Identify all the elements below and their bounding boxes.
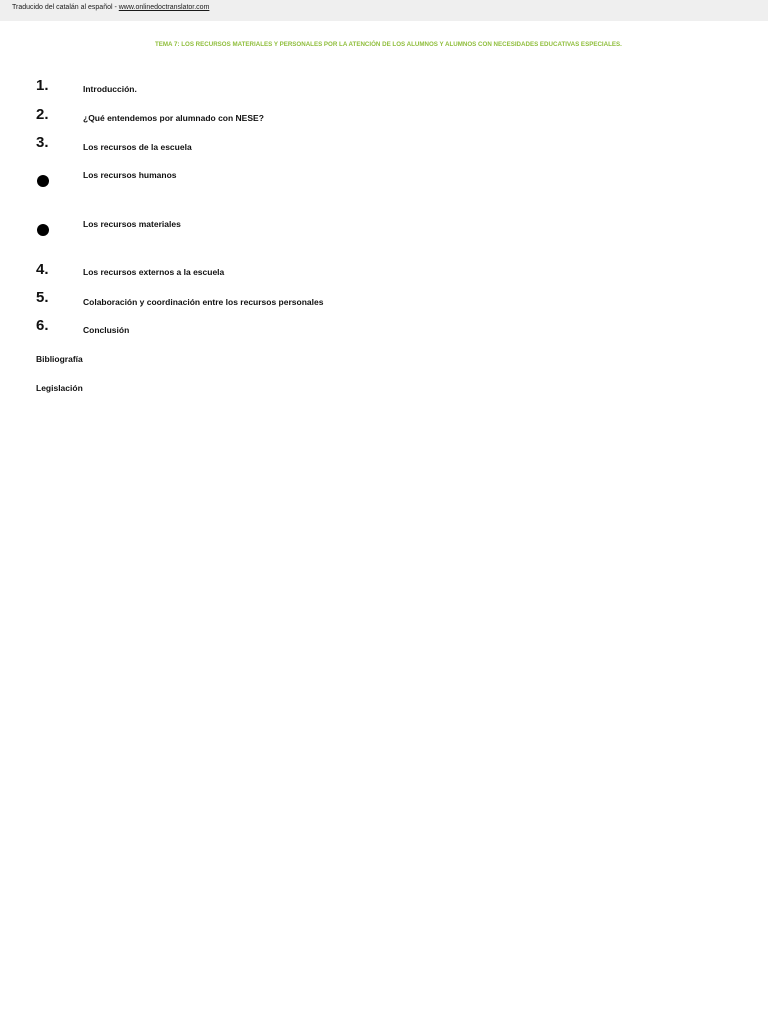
toc-label: Los recursos externos a la escuela (83, 267, 225, 277)
toc-label: Los recursos de la escuela (83, 142, 192, 152)
toc-label: Los recursos materiales (83, 219, 181, 229)
toc-label: ¿Qué entendemos por alumnado con NESE? (83, 113, 264, 123)
toc-label: Conclusión (83, 325, 130, 335)
toc-item (0, 290, 768, 310)
toc-extra-legislation: Legislación (36, 383, 83, 393)
bullet-icon (37, 224, 49, 236)
toc-item (0, 318, 768, 338)
translation-banner (0, 0, 768, 21)
toc-item (0, 78, 768, 98)
toc-number: 3. (36, 134, 49, 151)
toc-item (0, 262, 768, 282)
toc-number: 1. (36, 77, 49, 94)
toc-item (0, 135, 768, 155)
toc-label: Los recursos humanos (83, 170, 177, 180)
toc-label: Introducción. (83, 84, 137, 94)
bullet-icon (37, 175, 49, 187)
toc-extra-bibliography: Bibliografía (36, 354, 83, 364)
toc-item (0, 107, 768, 127)
toc-subitem (0, 169, 768, 189)
toc-number: 2. (36, 106, 49, 123)
banner-text: Traducido del catalán al español - (12, 4, 119, 11)
translator-link[interactable]: www.onlinedoctranslator.com (118, 4, 210, 11)
toc-number: 6. (36, 317, 49, 334)
toc-number: 5. (36, 289, 49, 306)
toc-number: 4. (36, 261, 49, 278)
document-title: TEMA 7: LOS RECURSOS MATERIALES Y PERSONALES POR LA ATENCIÓN DE LOS ALUMNOS Y ALUMNOS CON NECESIDADES EDUCATIVAS ESPECIALES. (155, 41, 622, 48)
toc-subitem (0, 218, 768, 238)
toc-label: Colaboración y coordinación entre los recursos personales (83, 297, 324, 307)
